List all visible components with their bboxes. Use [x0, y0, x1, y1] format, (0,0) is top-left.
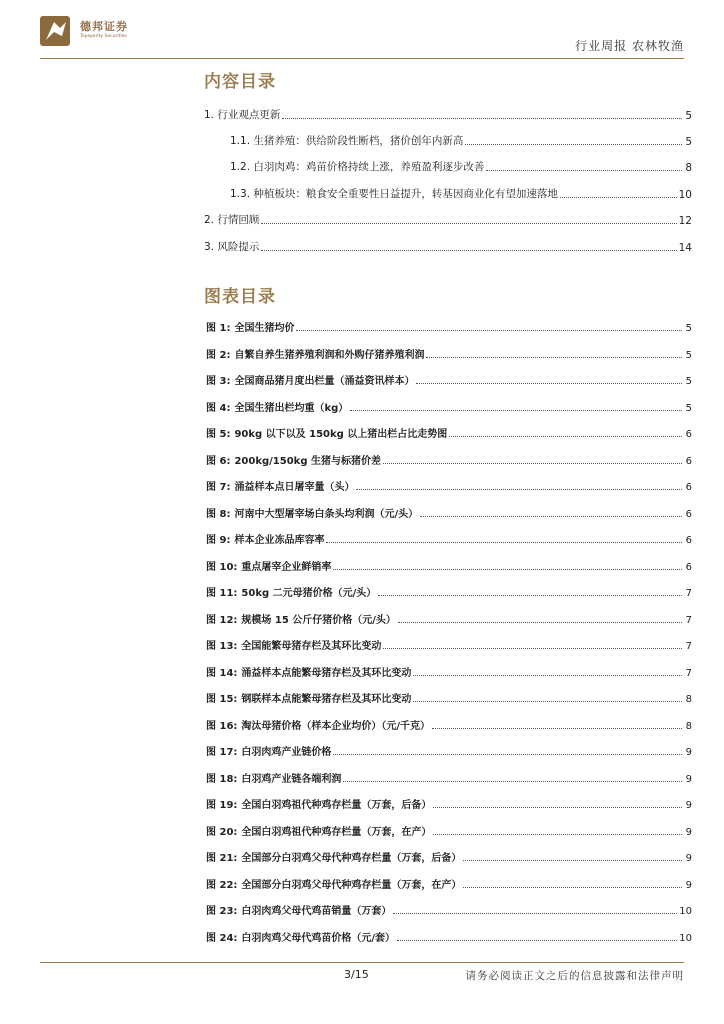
- dragon-logo-icon: [40, 14, 74, 48]
- toc-entry-label: 1.3. 种植板块：粮食安全重要性日益提升，转基因商业化有望加速落地: [230, 188, 558, 200]
- figure-page: 5: [685, 376, 692, 387]
- dot-leader: [413, 700, 682, 702]
- toc-entry-label: 2. 行情回顾: [204, 214, 260, 226]
- figure-page: 8: [685, 721, 692, 732]
- dot-leader: [420, 515, 682, 517]
- dot-leader: [463, 859, 682, 861]
- dot-leader: [326, 541, 682, 543]
- figure-entry[interactable]: [206, 689, 692, 705]
- toc-entry-page: 5: [685, 110, 692, 122]
- dot-leader: [398, 621, 682, 623]
- figure-number: 图 23:: [206, 906, 238, 917]
- dot-leader: [393, 912, 677, 914]
- figure-title: 重点屠宰企业鲜销率: [241, 562, 332, 573]
- dot-leader: [426, 356, 682, 358]
- figure-number: 图 18:: [206, 774, 238, 785]
- toc-entry-page: 14: [678, 242, 692, 254]
- figure-title: 自繁自养生猪养殖利润和外购仔猪养殖利润: [234, 350, 425, 361]
- figure-page: 9: [685, 774, 692, 785]
- report-type: 行业周报 农林牧渔: [575, 39, 684, 53]
- dot-leader: [397, 939, 677, 941]
- figure-entry[interactable]: [206, 477, 692, 493]
- dot-leader: [356, 488, 682, 490]
- figure-page: 7: [685, 588, 692, 599]
- figure-entry[interactable]: [206, 504, 692, 520]
- figure-entry[interactable]: [206, 769, 692, 785]
- dot-leader: [413, 674, 682, 676]
- figure-number: 图 8:: [206, 509, 231, 520]
- figure-number: 图 5:: [206, 429, 231, 440]
- toc-entry-label: 3. 风险提示: [204, 241, 260, 253]
- figure-number: 图 10:: [206, 562, 238, 573]
- dot-leader: [333, 568, 682, 570]
- brand-name: 德邦证券: [80, 20, 128, 33]
- figure-entry[interactable]: [206, 928, 692, 944]
- dot-leader: [463, 886, 682, 888]
- figure-entry[interactable]: [206, 345, 692, 361]
- figure-title: 白羽肉鸡父母代鸡苗价格（元/套）: [241, 933, 396, 944]
- figure-number: 图 13:: [206, 641, 238, 652]
- figure-number: 图 11:: [206, 588, 238, 599]
- dot-leader: [296, 329, 682, 331]
- figure-page: 6: [685, 482, 692, 493]
- figure-title: 全国生猪出栏均重（kg）: [234, 403, 349, 414]
- figure-number: 图 22:: [206, 880, 238, 891]
- figure-title: 涌益样本点日屠宰量（头）: [234, 482, 355, 493]
- figure-entry[interactable]: [206, 398, 692, 414]
- toc-entry[interactable]: [230, 158, 692, 174]
- dot-leader: [343, 780, 682, 782]
- dot-leader: [560, 196, 677, 198]
- figure-entry[interactable]: [206, 822, 692, 838]
- figure-entry[interactable]: [206, 636, 692, 652]
- figure-title: 涌益样本点能繁母猪存栏及其环比变动: [241, 668, 412, 679]
- dot-leader: [486, 169, 682, 171]
- legal-disclaimer: 请务必阅读正文之后的信息披露和法律声明: [465, 970, 684, 982]
- figure-entry[interactable]: [206, 742, 692, 758]
- toc-entry[interactable]: [204, 238, 692, 254]
- figure-page: 9: [685, 747, 692, 758]
- figure-title: 200kg/150kg 生猪与标猪价差: [234, 456, 381, 467]
- figure-number: 图 20:: [206, 827, 238, 838]
- figure-title: 全国能繁母猪存栏及其环比变动: [241, 641, 382, 652]
- figure-page: 6: [685, 562, 692, 573]
- figure-title: 50kg 二元母猪价格（元/头）: [241, 588, 377, 599]
- figure-title: 全国生猪均价: [234, 323, 295, 334]
- figure-page: 7: [685, 641, 692, 652]
- toc-entry-page: 8: [685, 162, 692, 174]
- figure-page: 6: [685, 509, 692, 520]
- figure-page: 10: [679, 933, 692, 944]
- figure-entry[interactable]: [206, 557, 692, 573]
- figure-title: 规模场 15 公斤仔猪价格（元/头）: [241, 615, 396, 626]
- figure-page: 6: [685, 456, 692, 467]
- figure-number: 图 2:: [206, 350, 231, 361]
- figure-entry[interactable]: [206, 610, 692, 626]
- figure-title: 全国商品猪月度出栏量（涌益资讯样本）: [234, 376, 415, 387]
- figure-entry[interactable]: [206, 424, 692, 440]
- figure-entry[interactable]: [206, 451, 692, 467]
- figure-number: 图 21:: [206, 853, 238, 864]
- figure-number: 图 17:: [206, 747, 238, 758]
- figure-entry[interactable]: [206, 530, 692, 546]
- figure-entry[interactable]: [206, 583, 692, 599]
- dot-leader: [261, 222, 676, 224]
- figure-number: 图 6:: [206, 456, 231, 467]
- figure-title: 全国部分白羽鸡父母代种鸡存栏量（万套，在产）: [241, 880, 462, 891]
- toc-entry[interactable]: [204, 211, 692, 227]
- figure-title: 全国部分白羽鸡父母代种鸡存栏量（万套，后备）: [241, 853, 462, 864]
- figure-page: 6: [685, 535, 692, 546]
- footer-divider: [40, 962, 684, 963]
- dot-leader: [383, 647, 682, 649]
- dot-leader: [433, 833, 682, 835]
- figure-page: 5: [685, 350, 692, 361]
- figure-number: 图 19:: [206, 800, 238, 811]
- figure-entry[interactable]: [206, 663, 692, 679]
- figure-entry[interactable]: [206, 795, 692, 811]
- toc-entry[interactable]: [230, 132, 692, 148]
- figure-title: 白羽鸡产业链各端利润: [241, 774, 342, 785]
- dot-leader: [282, 117, 682, 119]
- figure-page: 6: [685, 429, 692, 440]
- figure-number: 图 14:: [206, 668, 238, 679]
- toc-entry[interactable]: [204, 106, 692, 122]
- dot-leader: [449, 435, 682, 437]
- brand-english-name: Topsperity Securities: [80, 34, 127, 39]
- dot-leader: [416, 382, 682, 384]
- figure-number: 图 1:: [206, 323, 231, 334]
- figure-entry[interactable]: [206, 318, 692, 334]
- figure-number: 图 7:: [206, 482, 231, 493]
- figure-title: 白羽肉鸡父母代鸡苗销量（万套）: [241, 906, 392, 917]
- figure-number: 图 4:: [206, 403, 231, 414]
- figure-entry[interactable]: [206, 848, 692, 864]
- toc-entry[interactable]: [230, 185, 692, 201]
- toc-entry-label: 1. 行业观点更新: [204, 109, 281, 121]
- figure-number: 图 15:: [206, 694, 238, 705]
- dot-leader: [261, 249, 676, 251]
- toc-entry-page: 10: [678, 189, 692, 201]
- figure-page: 9: [685, 827, 692, 838]
- figure-number: 图 3:: [206, 376, 231, 387]
- figure-page: 9: [685, 800, 692, 811]
- dot-leader: [383, 462, 682, 464]
- figure-number: 图 12:: [206, 615, 238, 626]
- figure-page: 7: [685, 615, 692, 626]
- figure-entry[interactable]: [206, 371, 692, 387]
- toc-entry-label: 1.2. 白羽肉鸡：鸡苗价格持续上涨，养殖盈利逐步改善: [230, 161, 485, 173]
- figure-title: 钢联样本点能繁母猪存栏及其环比变动: [241, 694, 412, 705]
- dot-leader: [433, 806, 682, 808]
- dot-leader: [378, 594, 682, 596]
- figure-title: 河南中大型屠宰场白条头均利润（元/头）: [234, 509, 419, 520]
- figure-entry[interactable]: [206, 716, 692, 732]
- figure-page: 10: [679, 906, 692, 917]
- figure-page: 5: [685, 403, 692, 414]
- toc-entry-page: 12: [678, 215, 692, 227]
- dot-leader: [432, 727, 682, 729]
- figure-title: 全国白羽鸡祖代种鸡存栏量（万套，后备）: [241, 800, 432, 811]
- dot-leader: [333, 753, 682, 755]
- figure-page: 7: [685, 668, 692, 679]
- figure-number: 图 9:: [206, 535, 231, 546]
- figure-page: 9: [685, 853, 692, 864]
- toc-entry-label: 1.1. 生猪养殖：供给阶段性断档，猪价创年内新高: [230, 135, 464, 147]
- page-indicator: 3/15: [344, 968, 369, 981]
- figure-entry[interactable]: [206, 901, 692, 917]
- figure-title: 90kg 以下以及 150kg 以上猪出栏占比走势图: [234, 429, 448, 440]
- figure-page: 9: [685, 880, 692, 891]
- figure-page: 8: [685, 694, 692, 705]
- dot-leader: [350, 409, 682, 411]
- figure-number: 图 24:: [206, 933, 238, 944]
- figure-entry[interactable]: [206, 875, 692, 891]
- toc-entry-page: 5: [685, 136, 692, 148]
- figure-number: 图 16:: [206, 721, 238, 732]
- figure-title: 淘汰母猪价格（样本企业均价）（元/千克）: [241, 721, 431, 732]
- figure-title: 样本企业冻品库容率: [234, 535, 325, 546]
- figures-title: 图表目录: [204, 287, 276, 307]
- figure-title: 白羽肉鸡产业链价格: [241, 747, 332, 758]
- figure-title: 全国白羽鸡祖代种鸡存栏量（万套，在产）: [241, 827, 432, 838]
- dot-leader: [465, 143, 682, 145]
- company-logo: [40, 14, 150, 48]
- contents-title: 内容目录: [204, 72, 276, 92]
- header-divider: [40, 58, 684, 59]
- figure-page: 5: [685, 323, 692, 334]
